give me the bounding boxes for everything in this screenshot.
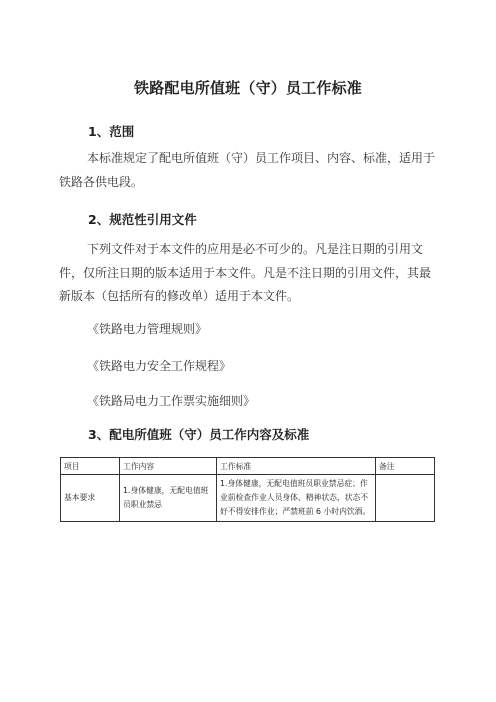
cell-remark — [376, 475, 435, 522]
section-heading-work-content: 3、配电所值班（守）员工作内容及标准 — [88, 427, 310, 442]
section-heading-references: 2、规范性引用文件 — [88, 212, 197, 227]
cell-standard: 1.身体健康，无配电值班员职业禁忌症；作业前检查作业人员身体、精神状态，状态不好不得安排作业；严禁班前 6 小时内饮酒。 — [217, 475, 376, 522]
header-content: 工作内容 — [120, 458, 217, 475]
header-remark: 备注 — [376, 458, 435, 475]
reference-item: 《铁路电力管理规则》 — [87, 322, 208, 336]
header-standard: 工作标准 — [217, 458, 376, 475]
table-row — [61, 475, 435, 522]
reference-item: 《铁路局电力工作票实施细则》 — [87, 394, 256, 408]
reference-item: 《铁路电力安全工作规程》 — [87, 359, 232, 373]
section-paragraph-references: 下列文件对于本文件的应用是必不可少的。凡是注日期的引用文件，仅所注日期的版本适用于本文件。凡是不注日期的引用文件，其最新版本（包括所有的修改单）适用于本文件。 — [59, 242, 432, 303]
document-title: 铁路配电所值班（守）员工作标准 — [133, 79, 362, 97]
header-item: 项目 — [61, 458, 120, 475]
cell-content: 1.身体健康，无配电值班员职业禁忌 — [120, 475, 217, 522]
section-heading-scope: 1、范围 — [88, 124, 135, 139]
table-header-row — [61, 458, 435, 475]
work-standard-table — [60, 457, 435, 522]
cell-item: 基本要求 — [61, 475, 120, 522]
section-paragraph-scope: 本标准规定了配电所值班（守）员工作项目、内容、标准，适用于铁路各供电段。 — [59, 151, 436, 189]
